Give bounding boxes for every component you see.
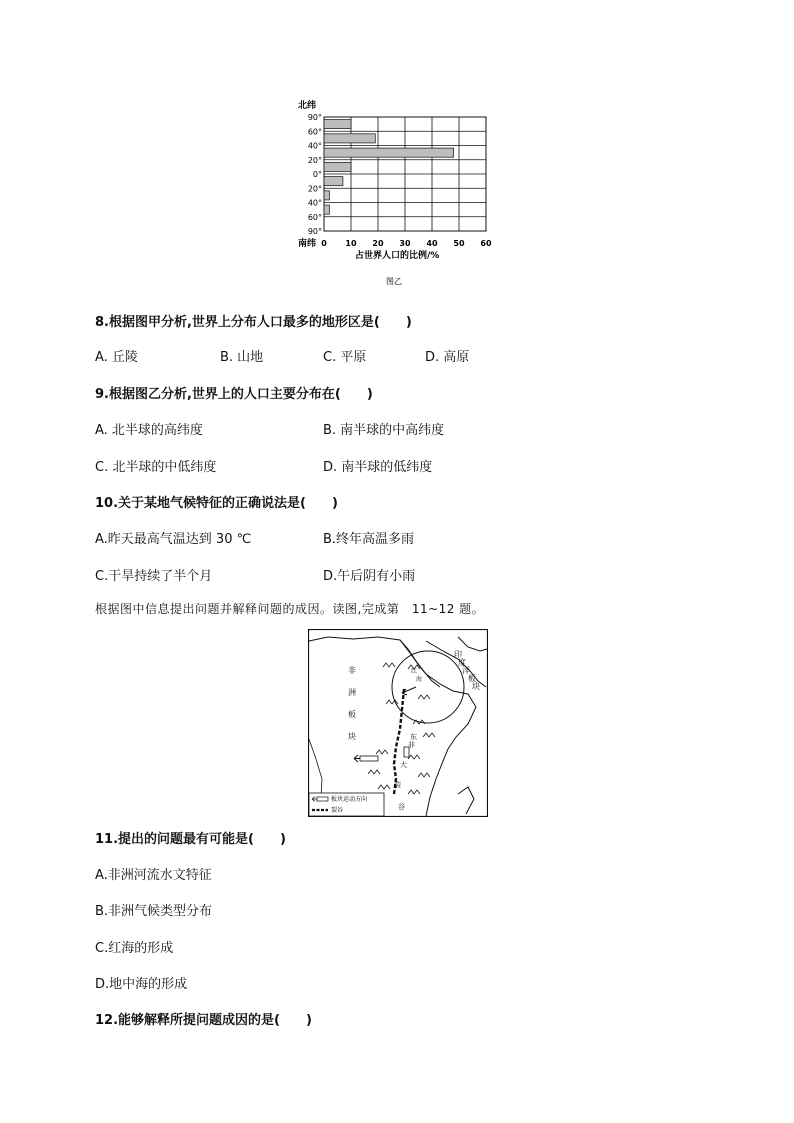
- legend-rift: 裂谷: [331, 807, 344, 814]
- map-label-zhou: 洲: [348, 688, 356, 697]
- q9-option-b: B. 南半球的中高纬度: [323, 423, 445, 438]
- y-tick-label: 20°: [307, 184, 322, 194]
- x-tick-labels: [321, 239, 492, 248]
- y-tick-label: 40°: [307, 141, 322, 151]
- y-tick-labels: [308, 113, 322, 236]
- q8-option-c: C. 平原: [323, 350, 367, 365]
- y-tick-label: 40°: [307, 198, 322, 208]
- legend-plate-movement: 板块运动方向: [331, 796, 368, 803]
- x-axis-label: 占世界人口的比例/%: [355, 251, 440, 261]
- q9-option-a: A. 北半球的高纬度: [95, 423, 203, 438]
- y-tick-label: 60°: [307, 127, 322, 137]
- q11-option-c: C.红海的形成: [95, 941, 174, 956]
- x-tick-label: 0: [321, 239, 327, 248]
- map-label-dong: 东: [410, 733, 417, 741]
- bar-6: [324, 205, 329, 214]
- bar-4: [324, 177, 343, 186]
- q9-option-d: D. 南半球的低纬度: [323, 460, 433, 475]
- q9-option-c: C. 北半球的中低纬度: [95, 460, 217, 475]
- map-label-fei: 非: [348, 666, 356, 675]
- question-9-stem: 9.根据图乙分析,世界上的人口主要分布在( ): [95, 387, 373, 402]
- q8-option-b: B. 山地: [220, 350, 264, 365]
- question-10-stem: 10.关于某地气候特征的正确说法是( ): [95, 496, 338, 511]
- q11-option-a: A.非洲河流水文特征: [95, 868, 212, 883]
- q10-option-a: A.昨天最高气温达到 30 ℃: [95, 532, 252, 547]
- x-tick-label: 40: [426, 239, 438, 248]
- y-tick-label: 90°: [307, 227, 322, 236]
- q11-option-b: B.非洲气候类型分布: [95, 904, 213, 919]
- east-africa-rift-map: [308, 629, 488, 817]
- y-tick-label: 60°: [307, 212, 322, 222]
- y-tick-label: 20°: [307, 155, 322, 165]
- question-11-stem: 11.提出的问题最有可能是( ): [95, 832, 286, 847]
- map-label-yang: 洋: [462, 666, 470, 675]
- chart-title: 图乙: [386, 277, 402, 286]
- map-label-kuai: 块: [348, 732, 356, 741]
- legend-arrow-icon: [317, 797, 328, 801]
- map-legend: [309, 793, 384, 816]
- y-axis-label-south: 南纬: [298, 239, 317, 249]
- x-tick-label: 10: [345, 239, 357, 248]
- q10-option-c: C.干旱持续了半个月: [95, 569, 213, 584]
- q8-option-d: D. 高原: [425, 350, 470, 365]
- instruction-text: 根据图中信息提出问题并解释问题的成因。读图,完成第 11~12 题。: [95, 602, 485, 616]
- question-8-stem: 8.根据图甲分析,世界上分布人口最多的地形区是( ): [95, 315, 412, 330]
- bar-1: [324, 134, 375, 143]
- map-label-gu: 谷: [398, 803, 405, 811]
- question-12-stem: 12.能够解释所提问题成因的是( ): [95, 1013, 312, 1028]
- map-label-hong: 红: [411, 668, 418, 675]
- map-label-ban2: 板: [468, 674, 476, 683]
- q11-option-d: D.地中海的形成: [95, 977, 188, 992]
- plate-arrow-west-lower: [360, 756, 378, 761]
- bar-5: [324, 191, 329, 200]
- bar-0: [324, 120, 351, 129]
- y-axis-label-north: 北纬: [298, 101, 317, 111]
- map-label-ban: 板: [348, 710, 356, 719]
- x-tick-label: 60: [480, 239, 492, 248]
- x-tick-label: 50: [453, 239, 465, 248]
- map-label-da: 大: [400, 761, 407, 769]
- map-label-kuai2: 块: [472, 682, 480, 691]
- x-tick-label: 30: [399, 239, 411, 248]
- bar-3: [324, 162, 351, 171]
- q10-option-b: B.终年高温多雨: [323, 532, 415, 547]
- y-tick-label: 90°: [307, 113, 322, 122]
- q10-option-d: D.午后阴有小雨: [323, 569, 416, 584]
- map-label-lie: 裂: [394, 781, 401, 789]
- bar-2: [324, 148, 454, 157]
- map-label-du: 度: [458, 658, 466, 667]
- map-label-yin: 印: [454, 650, 462, 659]
- x-tick-label: 20: [372, 239, 384, 248]
- y-tick-label: 0°: [312, 170, 322, 179]
- population-latitude-chart: [290, 95, 510, 290]
- bars: [324, 120, 454, 215]
- map-label-hai: 海: [416, 676, 423, 683]
- q8-option-a: A. 丘陵: [95, 350, 138, 365]
- map-label-fei2: 非: [408, 741, 415, 749]
